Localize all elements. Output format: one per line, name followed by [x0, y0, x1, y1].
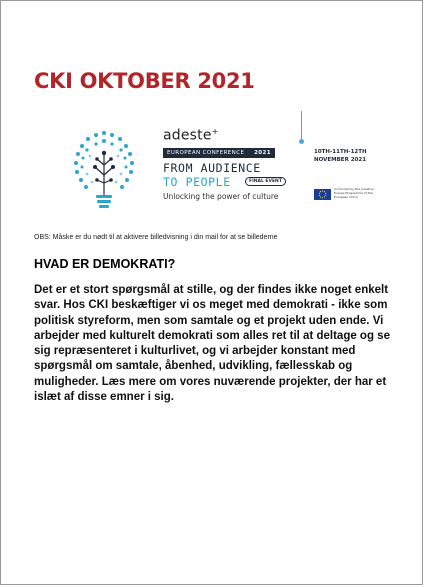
- headline-line2: TO PEOPLE: [163, 175, 231, 189]
- headline-line1: FROM AUDIENCE: [163, 161, 261, 175]
- dates-line1: 10TH-11TH-12TH: [314, 149, 367, 155]
- lightbulb-tree-icon: [59, 125, 149, 215]
- eu-funding-text: Co-funded by the Creative Europe Programme of the European Union: [334, 187, 374, 199]
- newsletter-title: CKI OKTOBER 2021: [34, 69, 255, 93]
- brand-name: adeste: [163, 127, 212, 144]
- dates-line2: NOVEMBER 2021: [314, 157, 367, 163]
- banner-tagline: Unlocking the power of culture: [163, 192, 279, 201]
- adeste-logo: [163, 127, 219, 144]
- section-body: Det er et stort spørgsmål at stille, og der findes ikke noget enkelt svar. Hos CKI beskæftiger vi os meget med demokrati - ikke som politisk styreform, men som samtale og et projekt uden ende. Vi arbejder med kulturelt demokrati som alles ret til at deltage og se sig repræsenteret i kulturlivet, og vi arbejder konstant med spørgsmål om samtale, åbenhed, udvikling, fællesskab og muligheder. Læs mere om vores nuværende projekter, der har et islæt af disse emner i sig.: [34, 284, 390, 404]
- conference-label-bar: [163, 148, 275, 158]
- image-display-note: OBS: Måske er du nødt til at aktivere billedvisning i din mail for at se billederne: [34, 234, 278, 241]
- conference-year: 2021: [254, 150, 271, 156]
- timeline-dot: [299, 139, 304, 144]
- eu-flag-icon: [314, 189, 331, 200]
- section-heading: HVAD ER DEMOKRATI?: [34, 257, 176, 271]
- final-event-badge: FINAL EVENT: [245, 177, 286, 186]
- brand-mark: +: [211, 127, 219, 136]
- timeline-line: [301, 111, 302, 139]
- event-dates: [314, 148, 367, 164]
- conference-label: EUROPEAN CONFERENCE: [167, 150, 245, 156]
- conference-banner[interactable]: [59, 111, 379, 221]
